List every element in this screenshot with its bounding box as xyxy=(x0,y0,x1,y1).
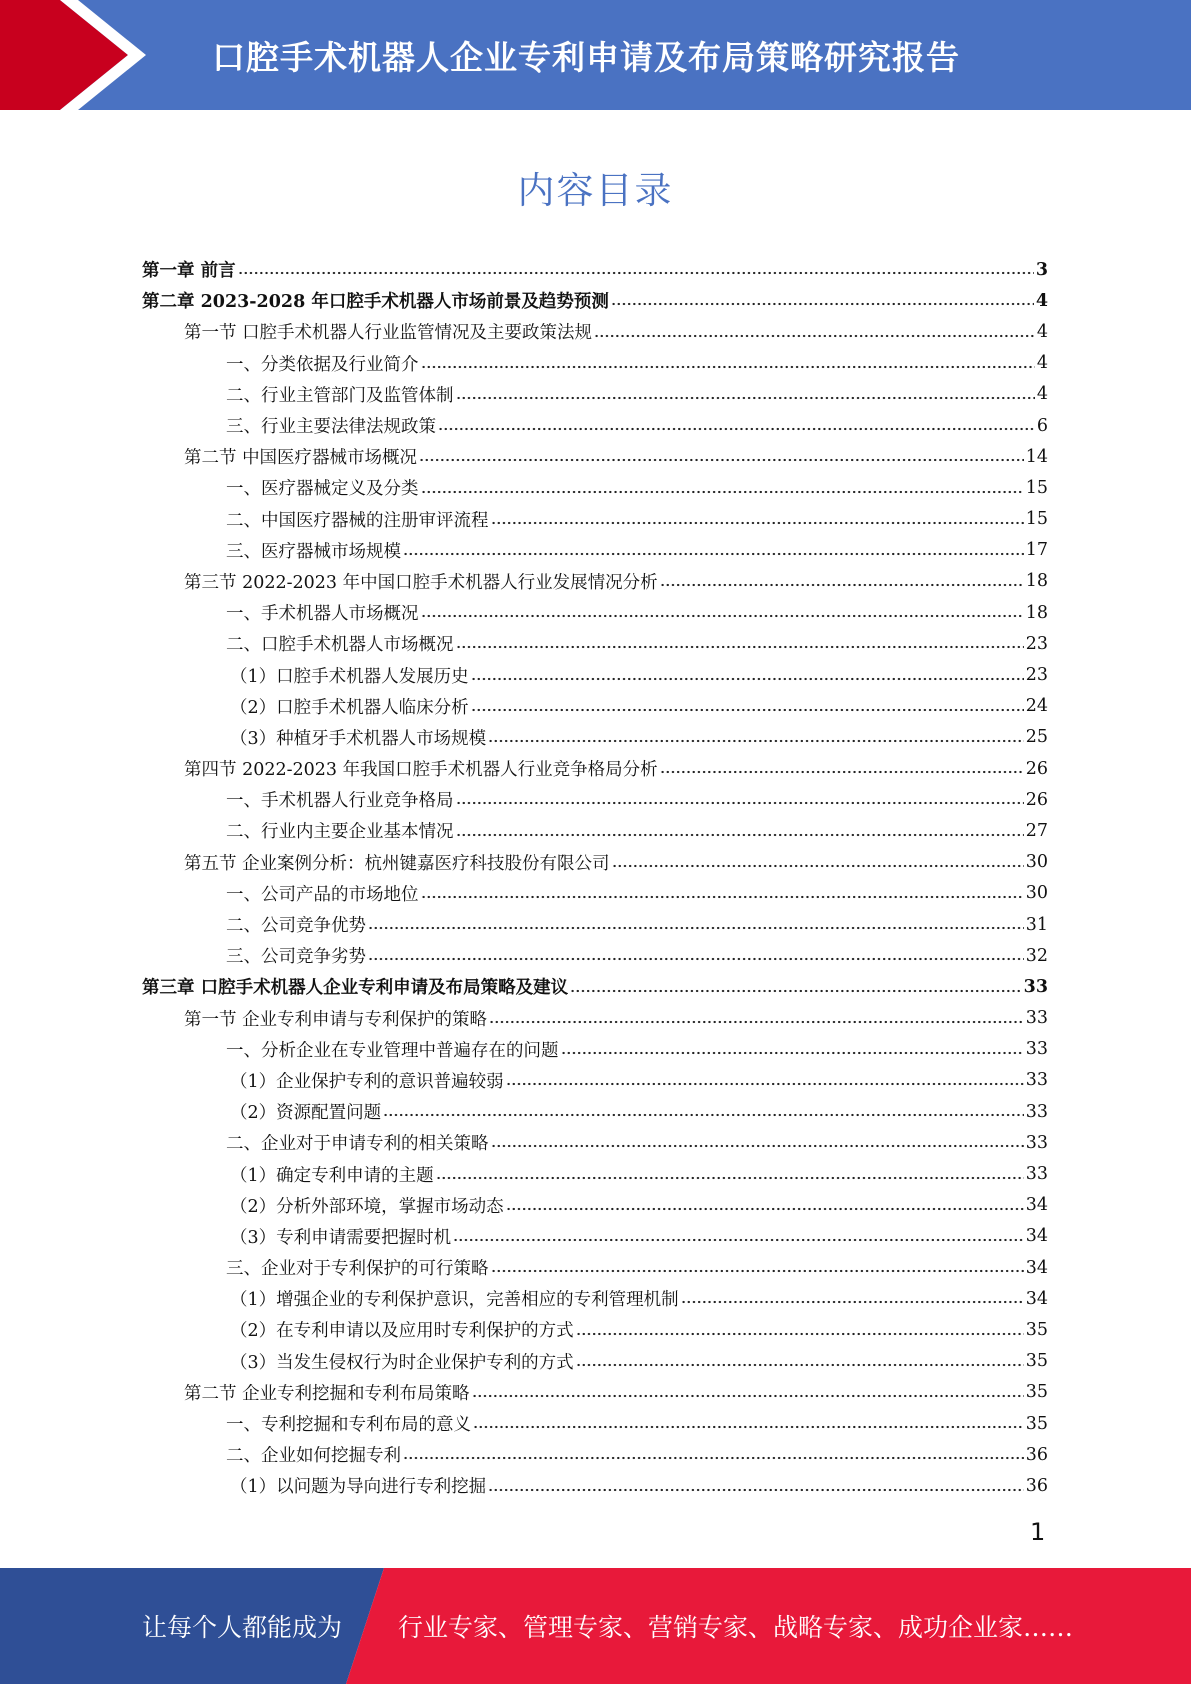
toc-leader-dots xyxy=(576,1329,1024,1339)
toc-entry-page: 36 xyxy=(1025,1444,1048,1465)
toc-entry-title: （1）增强企业的专利保护意识，完善相应的专利管理机制 xyxy=(230,1290,679,1311)
toc-entry[interactable] xyxy=(142,1314,1048,1345)
toc-entry-title: 二、口腔手术机器人市场概况 xyxy=(226,635,454,656)
toc-leader-dots xyxy=(561,1048,1024,1058)
toc-leader-dots xyxy=(660,580,1024,590)
toc-leader-dots xyxy=(506,1204,1024,1214)
toc-entry-page: 34 xyxy=(1025,1195,1048,1216)
toc-leader-dots xyxy=(421,892,1024,902)
toc-leader-dots xyxy=(491,1266,1024,1276)
toc-entry[interactable] xyxy=(142,504,1048,535)
toc-entry-page: 33 xyxy=(1025,1101,1048,1122)
toc-entry[interactable] xyxy=(142,1346,1048,1377)
toc-leader-dots xyxy=(419,455,1024,465)
toc-entry-page: 35 xyxy=(1025,1319,1048,1340)
toc-entry[interactable] xyxy=(142,1003,1048,1034)
toc-entry-title: 一、公司产品的市场地位 xyxy=(226,884,419,905)
toc-entry[interactable] xyxy=(142,348,1048,379)
toc-entry[interactable] xyxy=(142,1065,1048,1096)
toc-entry[interactable] xyxy=(142,316,1048,347)
toc-entry-page: 30 xyxy=(1025,883,1048,904)
toc-leader-dots xyxy=(488,736,1024,746)
toc-entry-title: 一、手术机器人市场概况 xyxy=(226,604,419,625)
toc-leader-dots xyxy=(570,986,1022,996)
toc-entry[interactable] xyxy=(142,1034,1048,1065)
toc-entry-page: 34 xyxy=(1025,1257,1048,1278)
toc-entry-page: 35 xyxy=(1025,1382,1048,1403)
toc-entry-page: 34 xyxy=(1025,1288,1048,1309)
toc-entry[interactable] xyxy=(142,659,1048,690)
toc-entry[interactable] xyxy=(142,878,1048,909)
toc-entry[interactable] xyxy=(142,909,1048,940)
toc-entry-title: 三、医疗器械市场规模 xyxy=(226,541,401,562)
toc-entry-title: （3）当发生侵权行为时企业保护专利的方式 xyxy=(230,1352,574,1373)
toc-leader-dots xyxy=(576,1360,1024,1370)
toc-leader-dots xyxy=(456,393,1035,403)
toc-leader-dots xyxy=(456,830,1024,840)
toc-entry-title: （1）确定专利申请的主题 xyxy=(230,1165,434,1186)
toc-entry-title: （2）在专利申请以及应用时专利保护的方式 xyxy=(230,1321,574,1342)
toc-entry[interactable] xyxy=(142,1377,1048,1408)
toc-entry-title: 二、企业对于申请专利的相关策略 xyxy=(226,1134,489,1155)
toc-entry-title: （1）以问题为导向进行专利挖掘 xyxy=(230,1477,487,1498)
toc-entry[interactable] xyxy=(142,472,1048,503)
toc-entry-title: 二、公司竞争优势 xyxy=(226,916,366,937)
toc-entry-page: 26 xyxy=(1025,758,1048,779)
toc-entry-page: 35 xyxy=(1025,1413,1048,1434)
toc-entry-title: 第一章 前言 xyxy=(142,261,236,282)
footer-slogan-right: 行业专家、管理专家、营销专家、战略专家、成功企业家…… xyxy=(398,1613,1074,1642)
toc-entry-page: 30 xyxy=(1025,852,1048,873)
toc-entry[interactable] xyxy=(142,1190,1048,1221)
toc-entry-title: 三、企业对于专利保护的可行策略 xyxy=(226,1259,489,1280)
toc-entry-page: 15 xyxy=(1025,509,1048,530)
table-of-contents xyxy=(142,254,1048,1502)
toc-entry-page: 23 xyxy=(1025,633,1048,654)
toc-entry-page: 14 xyxy=(1025,446,1048,467)
toc-entry-page: 33 xyxy=(1025,1132,1048,1153)
toc-entry-page: 33 xyxy=(1025,1039,1048,1060)
toc-entry-title: 第二节 企业专利挖掘和专利布局策略 xyxy=(184,1383,470,1404)
toc-entry-page: 15 xyxy=(1025,477,1048,498)
toc-entry[interactable] xyxy=(142,1439,1048,1470)
toc-entry-page: 31 xyxy=(1025,914,1048,935)
toc-leader-dots xyxy=(472,1391,1024,1401)
toc-entry-title: （3）种植牙手术机器人市场规模 xyxy=(230,728,487,749)
toc-entry[interactable] xyxy=(142,1470,1048,1501)
toc-leader-dots xyxy=(612,861,1024,871)
toc-entry-page: 4 xyxy=(1036,384,1048,405)
toc-entry-page: 4 xyxy=(1036,353,1048,374)
toc-leader-dots xyxy=(660,767,1024,777)
toc-entry-title: 第二节 中国医疗器械市场概况 xyxy=(184,448,418,469)
toc-entry[interactable] xyxy=(142,1127,1048,1158)
toc-entry-title: 一、专利挖掘和专利布局的意义 xyxy=(226,1415,471,1436)
toc-leader-dots xyxy=(238,268,1034,278)
toc-entry-title: 二、行业主管部门及监管体制 xyxy=(226,385,454,406)
toc-entry-page: 25 xyxy=(1025,727,1048,748)
report-title: 口腔手术机器人企业专利申请及布局策略研究报告 xyxy=(212,37,960,77)
footer-banner xyxy=(0,1568,1191,1684)
footer-slogan-left: 让每个人都能成为 xyxy=(142,1613,343,1642)
toc-entry-page: 18 xyxy=(1025,571,1048,592)
toc-entry-title: （3）专利申请需要把握时机 xyxy=(230,1227,452,1248)
toc-leader-dots xyxy=(421,611,1024,621)
header-banner xyxy=(0,0,1191,110)
toc-entry-title: 第一节 口腔手术机器人行业监管情况及主要政策法规 xyxy=(184,323,593,344)
toc-entry-title: 一、分析企业在专业管理中普遍存在的问题 xyxy=(226,1040,559,1061)
toc-entry-title: 二、企业如何挖掘专利 xyxy=(226,1446,401,1467)
toc-entry[interactable] xyxy=(142,1221,1048,1252)
toc-entry[interactable] xyxy=(142,847,1048,878)
toc-entry[interactable] xyxy=(142,784,1048,815)
toc-entry-page: 33 xyxy=(1025,1164,1048,1185)
toc-entry-title: （2）分析外部环境，掌握市场动态 xyxy=(230,1196,504,1217)
toc-entry-page: 35 xyxy=(1025,1351,1048,1372)
toc-entry-title: 一、分类依据及行业简介 xyxy=(226,354,419,375)
toc-entry-page: 33 xyxy=(1023,976,1048,997)
toc-entry-title: 二、中国医疗器械的注册审评流程 xyxy=(226,510,489,531)
toc-leader-dots xyxy=(491,518,1024,528)
toc-entry-title: 第五节 企业案例分析：杭州键嘉医疗科技股份有限公司 xyxy=(184,853,610,874)
toc-entry-page: 17 xyxy=(1025,540,1048,561)
toc-entry[interactable] xyxy=(142,1252,1048,1283)
toc-entry[interactable] xyxy=(142,1158,1048,1189)
toc-entry[interactable] xyxy=(142,254,1048,285)
toc-entry-page: 24 xyxy=(1025,696,1048,717)
toc-entry-page: 33 xyxy=(1025,1008,1048,1029)
toc-entry-page: 36 xyxy=(1025,1475,1048,1496)
toc-leader-dots xyxy=(403,549,1024,559)
toc-entry-page: 33 xyxy=(1025,1070,1048,1091)
toc-leader-dots xyxy=(489,1017,1024,1027)
toc-entry[interactable] xyxy=(142,379,1048,410)
toc-leader-dots xyxy=(681,1297,1024,1307)
toc-entry-title: 第四节 2022-2023 年我国口腔手术机器人行业竞争格局分析 xyxy=(184,760,658,781)
toc-leader-dots xyxy=(421,487,1024,497)
toc-entry[interactable] xyxy=(142,971,1048,1002)
toc-entry[interactable] xyxy=(142,1283,1048,1314)
toc-entry-title: 二、行业内主要企业基本情况 xyxy=(226,822,454,843)
toc-entry-page: 26 xyxy=(1025,789,1048,810)
toc-entry[interactable] xyxy=(142,1096,1048,1127)
toc-entry[interactable] xyxy=(142,285,1048,316)
toc-entry-title: 三、行业主要法律法规政策 xyxy=(226,417,436,438)
toc-entry-title: 一、手术机器人行业竞争格局 xyxy=(226,791,454,812)
toc-entry[interactable] xyxy=(142,628,1048,659)
toc-leader-dots xyxy=(491,1141,1024,1151)
toc-entry-title: 第三章 口腔手术机器人企业专利申请及布局策略及建议 xyxy=(142,978,569,999)
toc-entry-page: 18 xyxy=(1025,602,1048,623)
toc-leader-dots xyxy=(453,1235,1024,1245)
toc-entry-page: 32 xyxy=(1025,945,1048,966)
toc-entry[interactable] xyxy=(142,753,1048,784)
toc-leader-dots xyxy=(456,798,1024,808)
toc-entry[interactable] xyxy=(142,940,1048,971)
toc-entry[interactable] xyxy=(142,1408,1048,1439)
toc-entry[interactable] xyxy=(142,597,1048,628)
toc-leader-dots xyxy=(368,954,1024,964)
toc-entry[interactable] xyxy=(142,410,1048,441)
toc-entry-title: （1）口腔手术机器人发展历史 xyxy=(230,666,469,687)
toc-leader-dots xyxy=(473,1422,1024,1432)
toc-entry-page: 23 xyxy=(1025,665,1048,686)
toc-leader-dots xyxy=(506,1079,1024,1089)
toc-entry-page: 3 xyxy=(1035,259,1048,280)
toc-entry[interactable] xyxy=(142,566,1048,597)
toc-entry[interactable] xyxy=(142,815,1048,846)
toc-leader-dots xyxy=(421,362,1035,372)
toc-leader-dots xyxy=(368,923,1024,933)
toc-entry-title: 第三节 2022-2023 年中国口腔手术机器人行业发展情况分析 xyxy=(184,572,658,593)
toc-leader-dots xyxy=(383,1110,1024,1120)
toc-entry-title: （2）口腔手术机器人临床分析 xyxy=(230,697,469,718)
toc-entry-page: 6 xyxy=(1036,415,1048,436)
toc-entry-title: 第一节 企业专利申请与专利保护的策略 xyxy=(184,1009,488,1030)
toc-leader-dots xyxy=(594,331,1035,341)
toc-heading: 内容目录 xyxy=(517,169,674,212)
toc-entry-page: 4 xyxy=(1035,290,1048,311)
toc-leader-dots xyxy=(436,1173,1024,1183)
toc-leader-dots xyxy=(611,299,1034,309)
toc-entry[interactable] xyxy=(142,441,1048,472)
toc-leader-dots xyxy=(438,424,1035,434)
toc-leader-dots xyxy=(471,705,1024,715)
toc-entry[interactable] xyxy=(142,535,1048,566)
toc-entry-page: 27 xyxy=(1025,820,1048,841)
toc-entry-title: （2）资源配置问题 xyxy=(230,1103,382,1124)
toc-entry[interactable] xyxy=(142,691,1048,722)
toc-leader-dots xyxy=(488,1485,1024,1495)
toc-entry-page: 34 xyxy=(1025,1226,1048,1247)
toc-entry-title: 第二章 2023-2028 年口腔手术机器人市场前景及趋势预测 xyxy=(142,292,609,313)
page-number: 1 xyxy=(1030,1518,1046,1546)
toc-entry-title: （1）企业保护专利的意识普遍较弱 xyxy=(230,1071,504,1092)
toc-leader-dots xyxy=(403,1453,1024,1463)
toc-leader-dots xyxy=(471,674,1024,684)
toc-entry[interactable] xyxy=(142,722,1048,753)
toc-entry-page: 4 xyxy=(1036,321,1048,342)
toc-entry-title: 三、公司竞争劣势 xyxy=(226,947,366,968)
toc-entry-title: 一、医疗器械定义及分类 xyxy=(226,479,419,500)
toc-leader-dots xyxy=(456,642,1024,652)
